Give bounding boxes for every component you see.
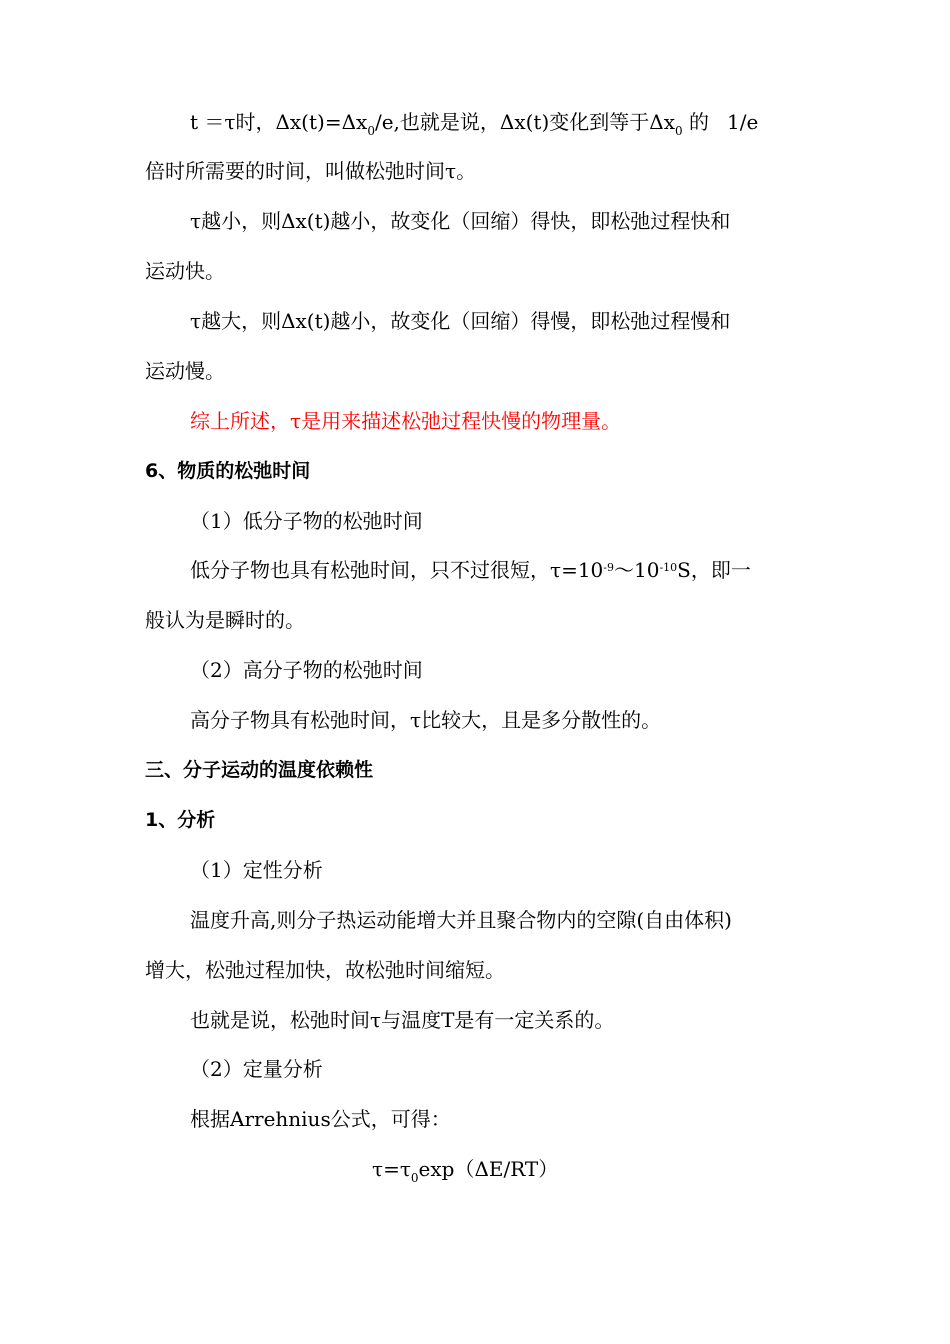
section6-sub2-text: 高分子物具有松弛时间，τ比较大，且是多分散性的。 bbox=[190, 708, 662, 732]
para1-sub1: 0 bbox=[367, 124, 375, 138]
formula-part-b: exp（ΔE/RT） bbox=[418, 1157, 559, 1181]
qualitative-text-line1: 温度升高,则分子热运动能增大并且聚合物内的空隙(自由体积) bbox=[190, 908, 732, 932]
sub1-text-b: ～10 bbox=[614, 558, 660, 582]
section3-subheading: 1、分析 bbox=[145, 809, 216, 831]
sub1-text-c: S，即一 bbox=[677, 558, 751, 582]
sub1-exp2: -10 bbox=[659, 561, 678, 574]
para1-text-b: /e,也就是说，Δx(t)变化到等于Δx bbox=[374, 110, 675, 134]
section6-sub1-text-line2: 般认为是瞬时的。 bbox=[145, 608, 305, 632]
para1-line2: 倍时所需要的时间，叫做松弛时间τ。 bbox=[145, 159, 477, 183]
section3-heading: 三、分子运动的温度依赖性 bbox=[145, 759, 374, 781]
para1-sub2: 0 bbox=[674, 124, 683, 138]
section6-heading: 6、物质的松弛时间 bbox=[145, 460, 311, 482]
quantitative-text: 根据Arrehnius公式，可得： bbox=[190, 1107, 451, 1131]
para2-line1: τ越小，则Δx(t)越小，故变化（回缩）得快，即松弛过程快和 bbox=[190, 209, 731, 233]
arrhenius-formula bbox=[372, 1157, 559, 1185]
para1-line1 bbox=[190, 110, 759, 138]
para3-line1: τ越大，则Δx(t)越小，故变化（回缩）得慢，即松弛过程慢和 bbox=[190, 309, 731, 333]
summary-text: 综上所述，τ是用来描述松弛过程快慢的物理量。 bbox=[190, 409, 622, 433]
formula-part-a: τ=τ bbox=[372, 1157, 411, 1181]
sub1-exp1: -9 bbox=[603, 561, 614, 574]
sub1-text-a: 低分子物也具有松弛时间，只不过很短，τ=10 bbox=[190, 558, 604, 582]
section6-sub1-title: （1）低分子物的松弛时间 bbox=[190, 509, 423, 533]
para2-line2: 运动快。 bbox=[145, 259, 225, 283]
qualitative-text2: 也就是说，松弛时间τ与温度T是有一定关系的。 bbox=[190, 1008, 615, 1032]
section6-sub2-title: （2）高分子物的松弛时间 bbox=[190, 658, 423, 682]
qualitative-title: （1）定性分析 bbox=[190, 858, 323, 882]
formula-sub: 0 bbox=[410, 1171, 419, 1185]
para3-line2: 运动慢。 bbox=[145, 359, 225, 383]
para1-text-d: 1/e bbox=[726, 110, 759, 134]
quantitative-title: （2）定量分析 bbox=[190, 1057, 323, 1081]
para1-text-c: 的 bbox=[682, 110, 709, 134]
para1-text-a: t ＝τ时，Δx(t)=Δx bbox=[190, 110, 368, 134]
section6-sub1-text-line1 bbox=[190, 558, 751, 582]
qualitative-text-line2: 增大，松弛过程加快，故松弛时间缩短。 bbox=[145, 958, 505, 982]
